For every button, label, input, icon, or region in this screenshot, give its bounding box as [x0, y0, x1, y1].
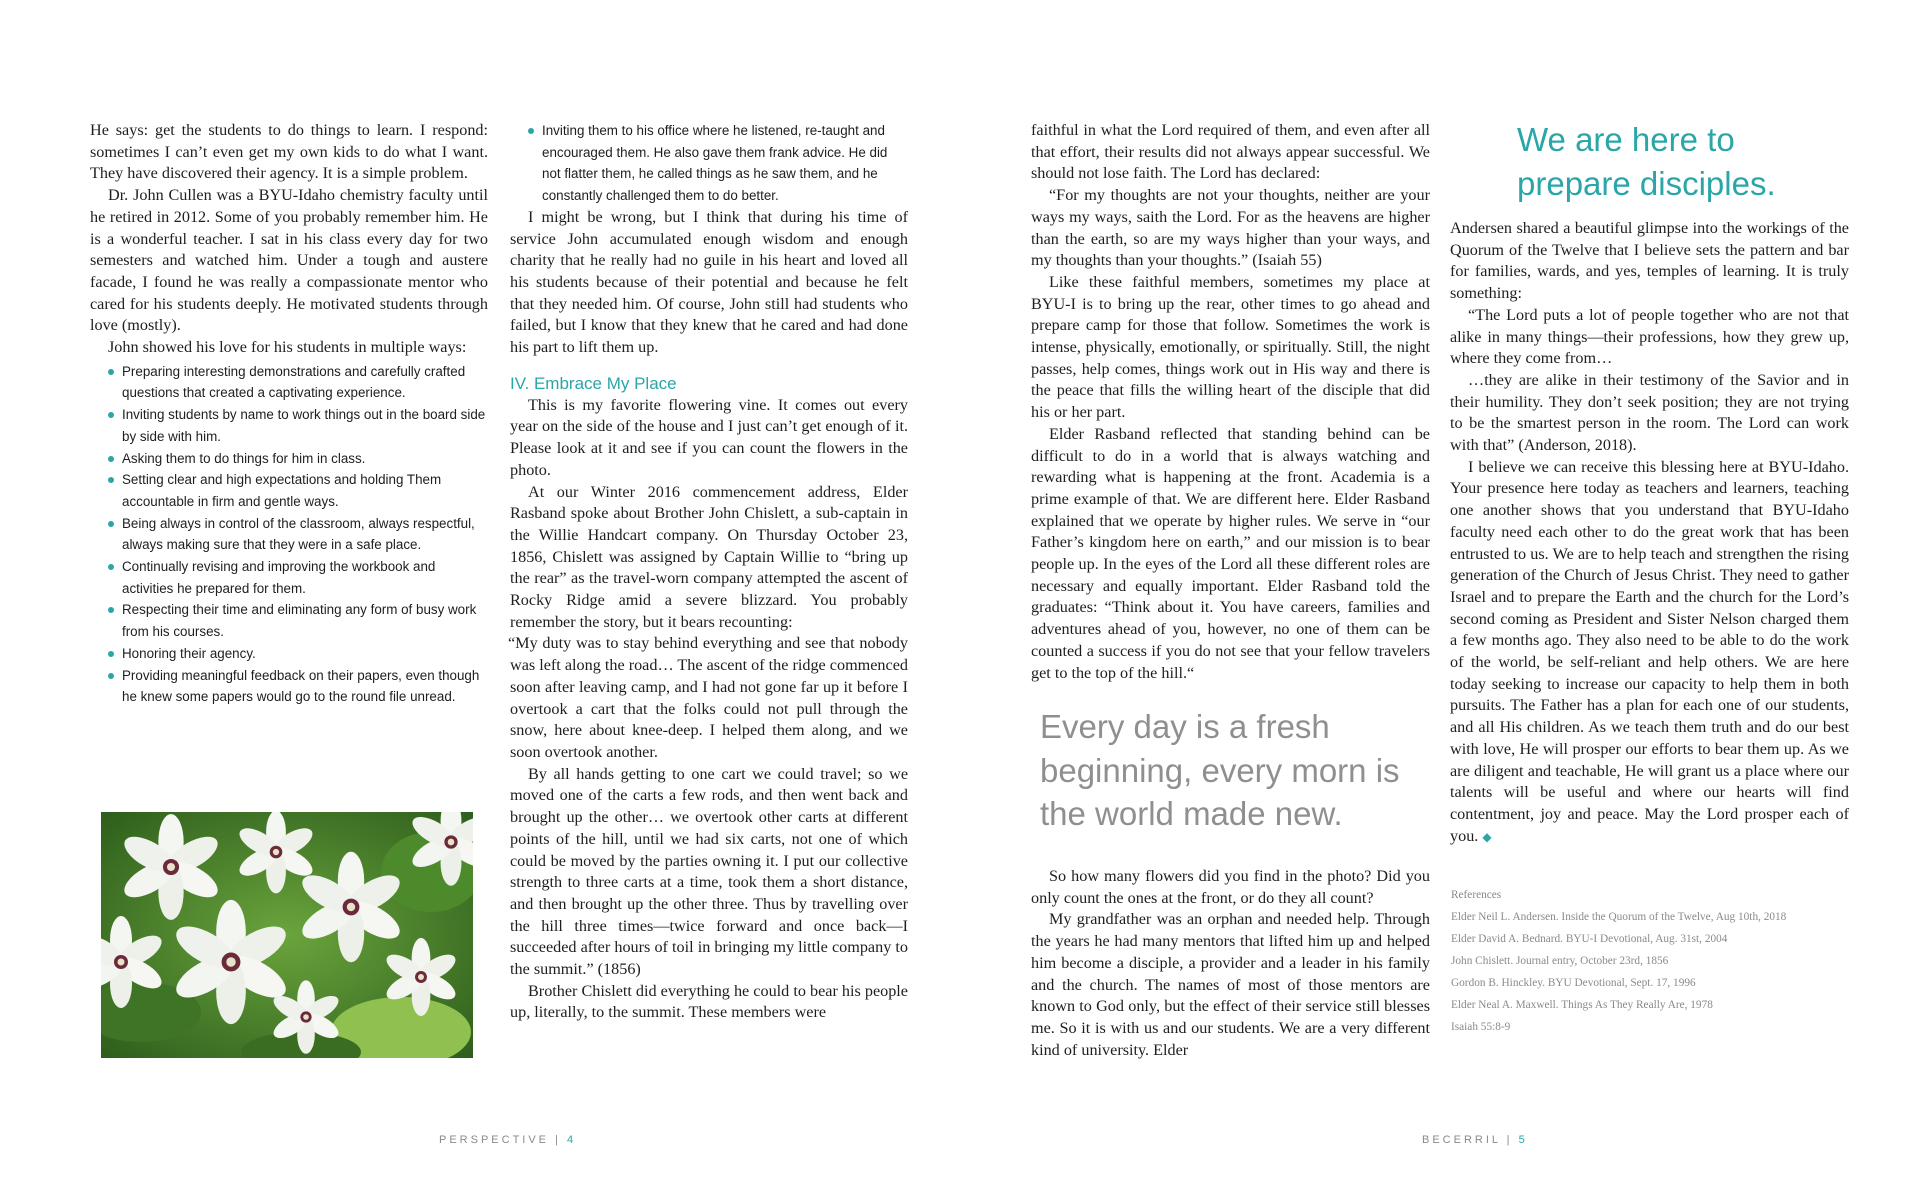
- pull-quote-heading: We are here to prepare disciples.: [1517, 121, 1776, 202]
- reference-item: John Chislett. Journal entry, October 23rd, 1856: [1451, 955, 1669, 967]
- running-head: BECERRIL: [1422, 1134, 1501, 1146]
- column-3: [1031, 120, 1430, 684]
- paragraph: I might be wrong, but I think that during his time of service John accumulated enough wisdom and enough charity that he really had no guile in his heart and loved all his students because of their potential and because he felt that they needed him. Of course, John still had students who failed, but I know that they knew that he cared and had done his part to lift them up.: [510, 207, 908, 357]
- block-quote: “My duty was to stay behind everything and see that nobody was left along the road… The ascent of the ridge commenced soon after leaving camp, and I had not gone far up it before I overtook a cart that the folks could not pull through the snow, here about knee-deep. I helped them along, and we soon overtook another.: [508, 634, 908, 761]
- paragraph: This is my favorite flowering vine. It comes out every year on the side of the house and I just can’t get enough of it. Please look at it and see if you can count the flowers in the photo.: [510, 395, 908, 479]
- reference-item: Isaiah 55:8-9: [1451, 1021, 1511, 1033]
- paragraph: Elder Rasband reflected that standing behind can be difficult to do in a world that is always watching and rewarding what is happening at the front. Academia is a prime example of that. We are different here. Elder Rasband explained that we operate by higher rules. We serve in “our Father’s kingdom here on earth,” and our mission is to bear people up. In the eyes of the Lord all these different roles are necessary and equally important. Elder Rasband told the graduates: “Think about it. You have careers, families and adventures ahead of you, however, no one of them can be counted a success if you do not see that your fellow travelers get to the top of the hill.“: [1031, 424, 1430, 682]
- page-number: 5: [1518, 1134, 1528, 1146]
- pull-quote: Every day is a fresh beginning, every morn is the world made new.: [1040, 708, 1400, 832]
- paragraph: [1450, 457, 1849, 849]
- paragraph: My grandfather was an orphan and needed help. Through the years he had many mentors that lifted him up and helped him become a disciple, a provider and a leader in his family and the church. The names of most of those mentors are known to God only, but the effect of their service still blesses me. So it is with us and our students. We are a very different kind of university. Elder: [1031, 910, 1430, 1059]
- page-number: 4: [567, 1134, 577, 1146]
- bullet-list: [90, 361, 488, 708]
- paragraph: John showed his love for his students in multiple ways:: [108, 338, 467, 357]
- reference-item: Elder Neil L. Andersen. Inside the Quorum of the Twelve, Aug 10th, 2018: [1451, 911, 1787, 923]
- reference-item: Elder David A. Bednard. BYU-I Devotional, Aug. 31st, 2004: [1451, 933, 1728, 945]
- section-heading: IV. Embrace My Place: [510, 373, 677, 393]
- list-item: Providing meaningful feedback on their papers, even though he knew some papers would go to the round file unread.: [108, 665, 488, 708]
- list-item: Asking them to do things for him in class.: [108, 448, 488, 470]
- paragraph: faithful in what the Lord required of them, and even after all that effort, their results did not always appear successful. We should not lose faith. The Lord has declared:: [1031, 121, 1430, 183]
- page-folio-right: [1422, 1134, 1528, 1146]
- block-quote: By all hands getting to one cart we could travel; so we moved one of the carts a few rods, and then went back and brought up the other… we overtook other carts at different points of the hill, until we had six carts, not one of which could be moved by the parties owning it. I put our collective strength to three carts at a time, took them a short distance, and then brought up the other three. Thus by travelling over the hill three times—twice forward and once back—I succeeded after hours of toil in bringing my little company to the summit.” (1856): [510, 764, 908, 979]
- list-item: Honoring their agency.: [108, 643, 488, 665]
- flower-photo: [101, 812, 473, 1058]
- reference-item: Elder Neal A. Maxwell. Things As They Really Are, 1978: [1451, 999, 1713, 1011]
- block-quote: “For my thoughts are not your thoughts, neither are your ways my ways, saith the Lord. For as the heavens are higher than the earth, so are my ways higher than your ways, and my thoughts than your thoughts.” (Isaiah 55): [1031, 186, 1430, 270]
- list-item: Inviting them to his office where he listened, re-taught and encouraged them. He also gave them frank advice. He did not flatter them, he called things as he saw them, and he constantly challenged them to do better.: [528, 120, 908, 207]
- list-item: Respecting their time and eliminating any form of busy work from his courses.: [108, 599, 488, 642]
- paragraph: So how many flowers did you find in the photo? Did you only count the ones at the front, or do they all count?: [1031, 867, 1430, 907]
- reference-item: Gordon B. Hinckley. BYU Devotional, Sept. 17, 1996: [1451, 977, 1696, 989]
- list-item: Continually revising and improving the workbook and activities he prepared for them.: [108, 556, 488, 599]
- bullet-list: [510, 120, 908, 207]
- list-item: Being always in control of the classroom, always respectful, always making sure that they were in a safe place.: [108, 513, 488, 556]
- paragraph: Like these faithful members, sometimes my place at BYU-I is to bring up the rear, other times to go ahead and prepare camp for those that follow. Sometimes the work is intense, physically, emotionally, or spiritually. Still, the night passes, help comes, things work out in His way and there is the peace that fills the willing heart of the disciple that did his or her part.: [1031, 272, 1430, 422]
- references: [1451, 884, 1851, 1038]
- page-folio-left: [439, 1134, 576, 1146]
- folio-separator: |: [1506, 1134, 1513, 1146]
- column-4: [1450, 218, 1849, 848]
- folio-separator: |: [555, 1134, 561, 1146]
- list-item: Inviting students by name to work things out in the board side by side with him.: [108, 404, 488, 447]
- list-item: Setting clear and high expectations and holding Them accountable in firm and gentle ways.: [108, 469, 488, 512]
- column-3-continued: [1031, 866, 1430, 1061]
- running-head: PERSPECTIVE: [439, 1134, 550, 1146]
- paragraph: Brother Chislett did everything he could to bear his people up, literally, to the summit. These members were: [510, 981, 908, 1022]
- paragraph: Andersen shared a beautiful glimpse into the workings of the Quorum of the Twelve that I believe sets the pattern and bar for families, wards, and yes, temples of learning. It is truly something:: [1450, 219, 1849, 303]
- block-quote: “The Lord puts a lot of people together who are not that alike in many things—their professions, how they grew up, where they come from…: [1450, 305, 1849, 368]
- column-2: [510, 120, 908, 1024]
- paragraph: At our Winter 2016 commencement address, Elder Rasband spoke about Brother John Chislett, a sub-captain in the Willie Handcart company. On Thursday October 23, 1856, Chislett was assigned by Captain Willie to “bring up the rear” as the travel-worn company attempted the ascent of Rocky Ridge amid a severe blizzard. You probably remember the story, but it bears recounting:: [510, 482, 908, 631]
- paragraph: He says: get the students to do things to learn. I respond: sometimes I can’t even get my own kids to do what I want. They have discovered their agency. It is a simple problem.: [90, 121, 488, 183]
- clematis-flowers-image: [101, 812, 473, 1058]
- block-quote: …they are alike in their testimony of the Savior and in their humility. They don’t seek position; they are not trying to be the smartest person in the room. The Lord can work with that” (Anderson, 2018).: [1450, 370, 1849, 455]
- list-item: Preparing interesting demonstrations and carefully crafted questions that created a captivating experience.: [108, 361, 488, 404]
- references-title: References: [1451, 889, 1502, 901]
- column-1: [90, 120, 488, 708]
- end-mark-icon: ◆: [1482, 829, 1492, 844]
- paragraph: Dr. John Cullen was a BYU-Idaho chemistry faculty until he retired in 2012. Some of you probably remember him. He is a wonderful teacher. I sat in his class every day for two semesters and watched him. Under a tough and austere facade, I found he was really a compassionate mentor who cared for his students deeply. He motivated students through love (mostly).: [90, 186, 488, 335]
- paragraph-text: I believe we can receive this blessing here at BYU-Idaho. Your presence here today as teachers and learners, teaching one another shows that you understand that BYU-Idaho faculty need each other to do the great work that has been entrusted to us. We are to help teach and strengthen the rising generation of the Church of Jesus Christ. They need to gather Israel and to prepare the Earth and the church for the Lord’s second coming as President and Sister Nelson charged them a few months ago. They also need to be able to do the work of the world, be self-reliant and help others. We are here today seeking to increase our capacity to help them in both pursuits. The Father has a plan for each one of our students, and all His children. As we teach them truth and do our best with love, He will prosper our efforts to bear them up. As we are diligent and teachable, He will grant us a place where our talents will be useful and where our hearts will find contentment, joy and peace. May the Lord prosper each of you.: [1450, 457, 1849, 845]
